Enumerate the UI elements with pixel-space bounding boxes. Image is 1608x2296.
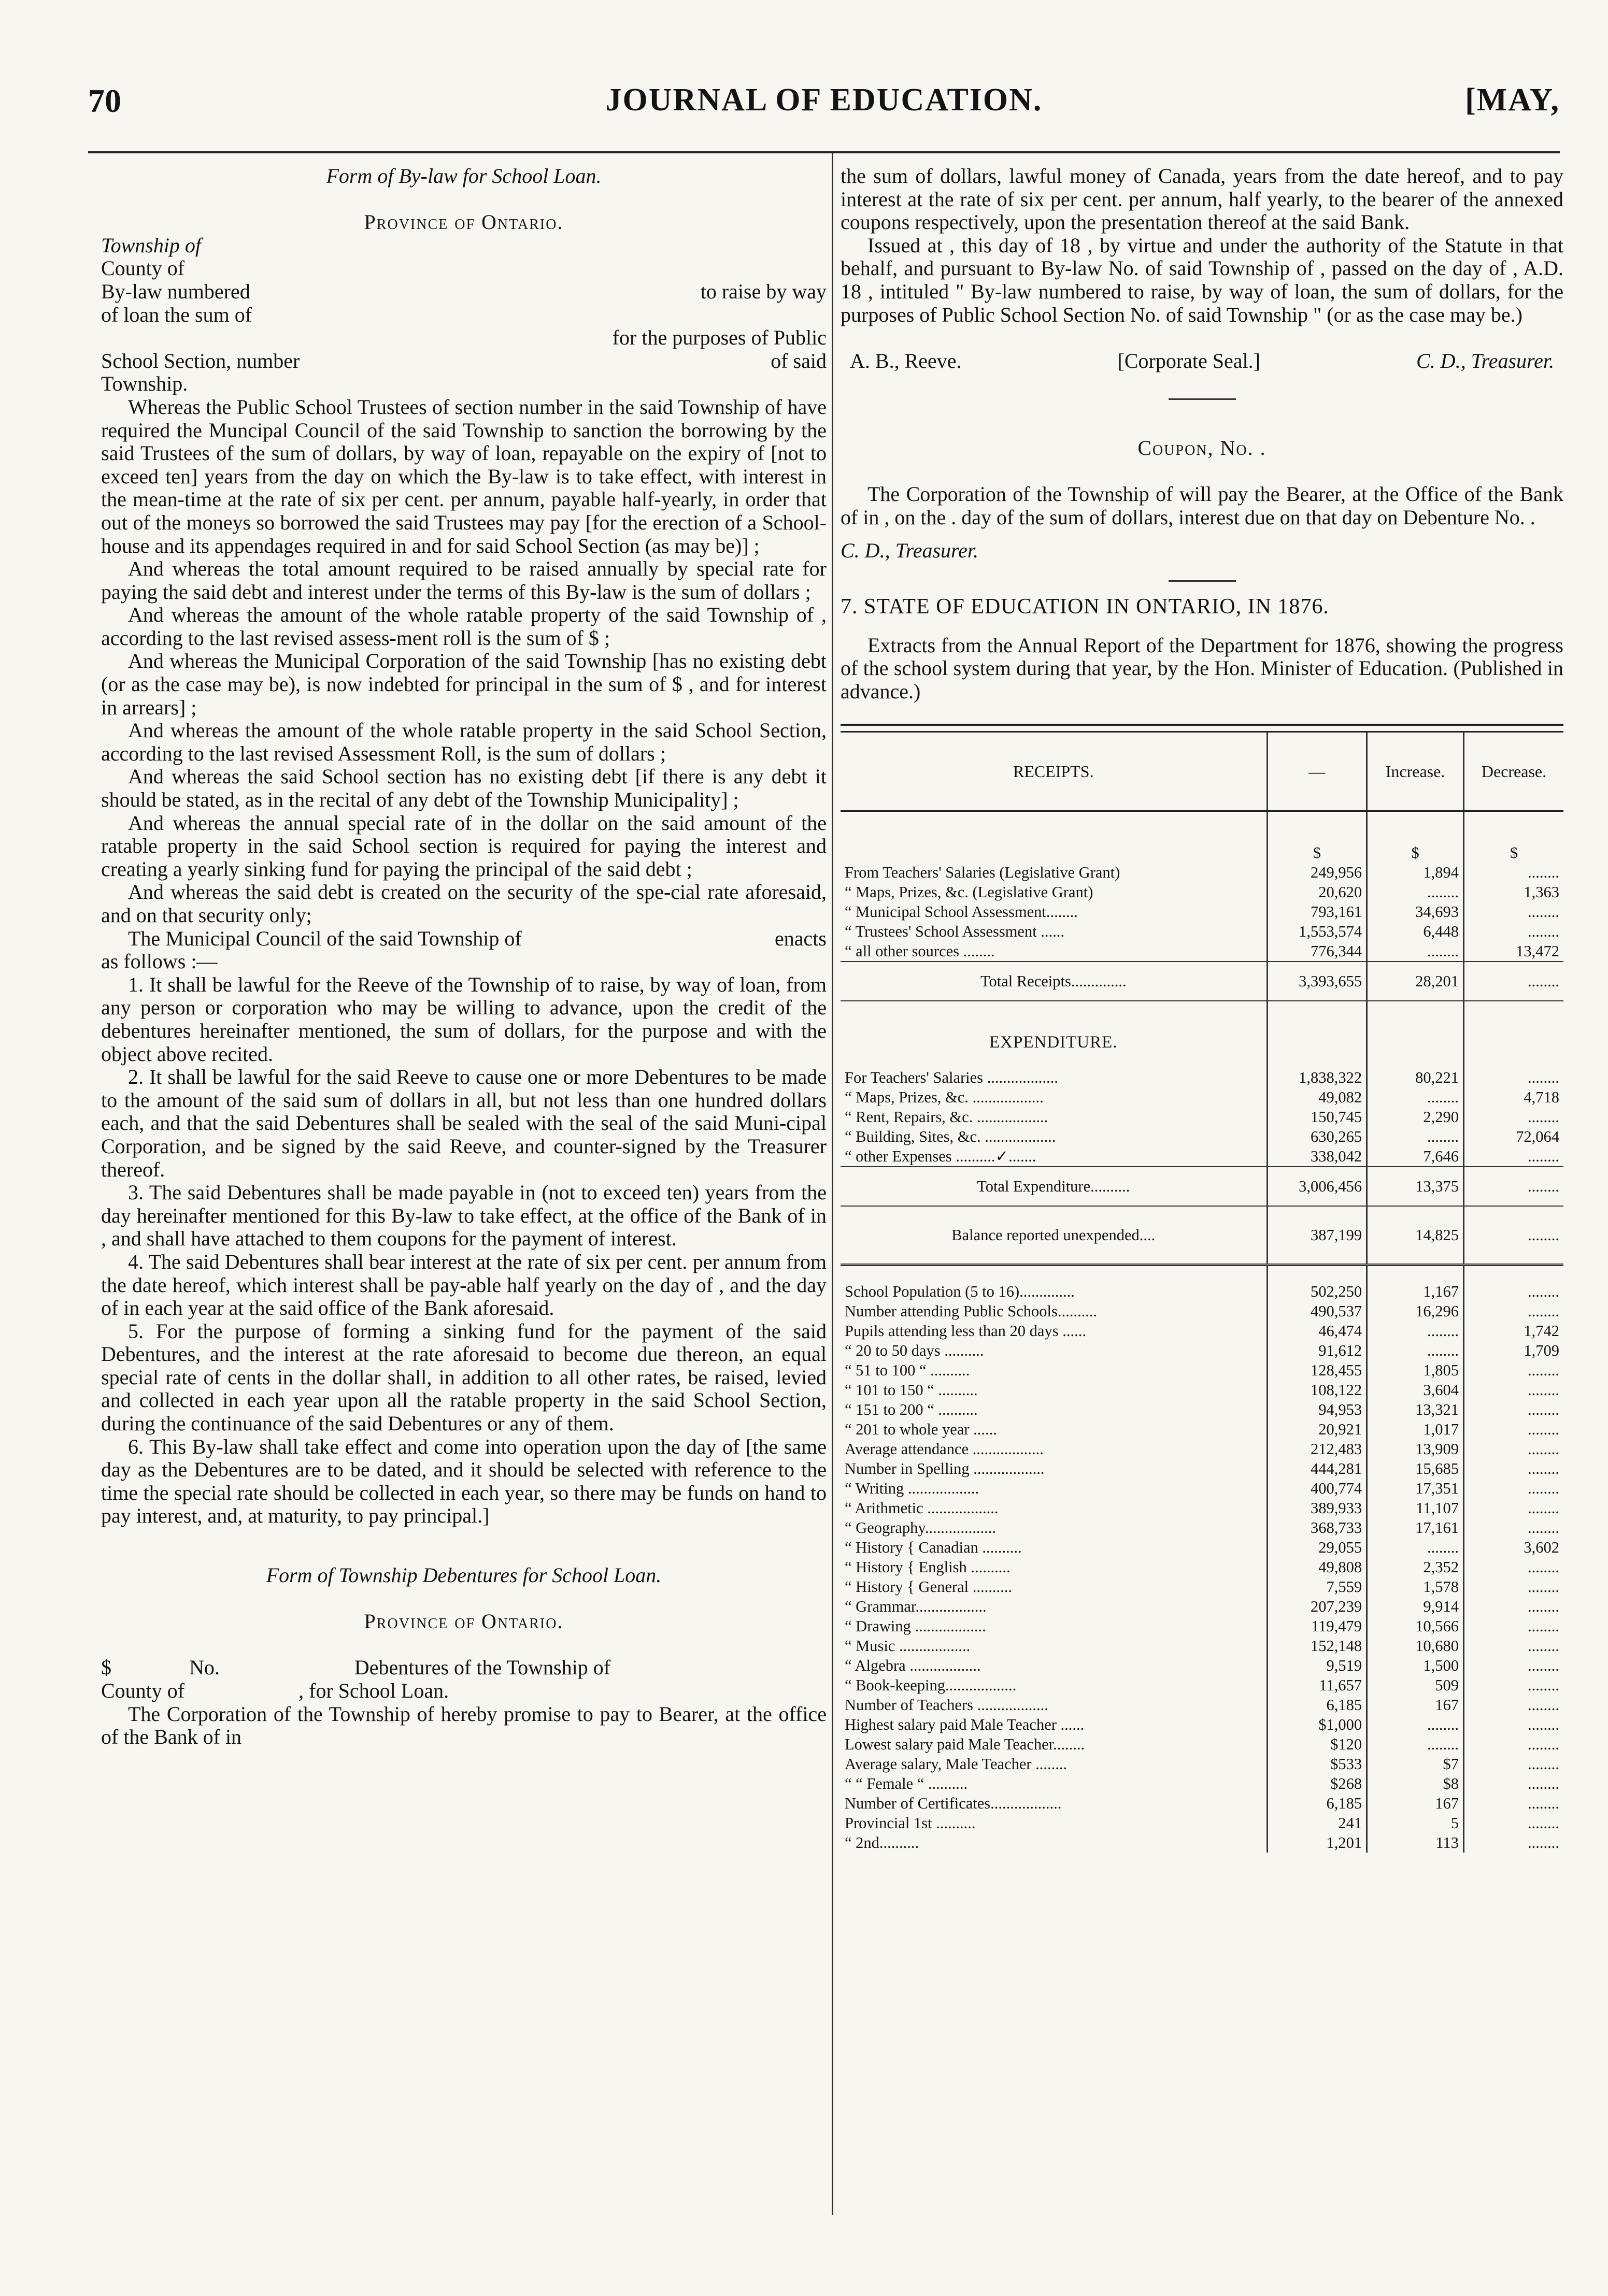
statistics-row <box>841 1341 1563 1360</box>
row-increase: 6,448 <box>1367 922 1464 941</box>
row-amount: 444,281 <box>1267 1459 1367 1479</box>
row-increase: 16,296 <box>1367 1301 1464 1321</box>
row-label: From Teachers' Salaries (Legislative Grant) <box>845 864 1120 882</box>
row-label: Number in Spelling .................. <box>845 1460 1045 1478</box>
row-decrease: ........ <box>1463 1813 1563 1833</box>
row-label: “ Maps, Prizes, &c. (Legislative Grant) <box>845 883 1093 901</box>
statistics-row <box>841 1833 1563 1853</box>
row-increase: ........ <box>1367 941 1464 962</box>
row-increase: 9,914 <box>1367 1597 1464 1616</box>
row-amount: 207,239 <box>1267 1597 1367 1616</box>
row-amount: 29,055 <box>1267 1538 1367 1557</box>
enacts-line <box>101 927 827 951</box>
row-label: “ all other sources ........ <box>845 942 995 960</box>
row-increase: 10,680 <box>1367 1636 1464 1656</box>
row-increase: ........ <box>1367 1715 1464 1734</box>
row-increase: ........ <box>1367 882 1464 902</box>
debenture-township: Debentures of the Township of <box>354 1656 611 1680</box>
school-section-label: School Section, number <box>101 349 300 372</box>
statistics-row <box>841 1636 1563 1656</box>
whereas-paragraph-4: And whereas the Municipal Corporation of the said Township [has no existing debt (or as the case may be), is now indebted for principal in the sum of $ , and for interest in arrears] ; <box>101 649 827 719</box>
row-label: For Teachers' Salaries .................. <box>845 1069 1058 1087</box>
receipt-row <box>841 922 1563 941</box>
debenture-paragraph: The Corporation of the Township of hereby promise to pay to Bearer, at the office of the Bank of in <box>101 1702 827 1749</box>
currency-amount: $ <box>1267 843 1367 863</box>
clause-4: 4. The said Debentures shall bear interest at the rate of six per cent. per annum from the date hereof, which interest shall be pay-able half yearly on the day of , and the day of in each year at the said office of the Bank aforesaid. <box>101 1250 827 1320</box>
row-amount: 1,553,574 <box>1267 922 1367 941</box>
row-decrease: ........ <box>1463 1167 1563 1206</box>
row-decrease: ........ <box>1463 1068 1563 1087</box>
row-decrease: ........ <box>1463 1518 1563 1538</box>
statistics-row <box>841 1577 1563 1597</box>
statistics-row <box>841 1616 1563 1636</box>
row-increase: 14,825 <box>1367 1206 1464 1265</box>
row-amount: 387,199 <box>1267 1206 1367 1265</box>
page-header <box>88 82 1560 123</box>
row-amount: 3,393,655 <box>1267 962 1367 1001</box>
row-increase: 1,894 <box>1367 863 1464 882</box>
row-increase: 7,646 <box>1367 1146 1464 1167</box>
clause-2: 2. It shall be lawful for the said Reeve to cause one or more Debentures to be made to the amount of the said sum of dollars in all, but not less than one hundred dollars each, and that the said Debentures shall be sealed with the seal of the said Muni-cipal Corporation, and be signed by the said Reeve, and counter-signed by the Treasurer thereof. <box>101 1065 827 1181</box>
school-section-line <box>101 350 827 373</box>
statistics-row <box>841 1695 1563 1715</box>
statistics-row <box>841 1734 1563 1754</box>
row-increase: 509 <box>1367 1675 1464 1695</box>
debenture-line <box>101 1656 827 1680</box>
form2-title: Form of Township Debentures for School Loan. <box>266 1563 662 1587</box>
row-decrease: ........ <box>1463 1146 1563 1167</box>
statistics-row <box>841 1656 1563 1675</box>
row-label: “ 151 to 200 “ .......... <box>845 1401 978 1419</box>
row-label: “ 20 to 50 days .......... <box>845 1342 984 1360</box>
row-decrease: ........ <box>1463 1301 1563 1321</box>
row-increase: ........ <box>1367 1538 1464 1557</box>
balance-row <box>841 1206 1563 1265</box>
row-label: Number attending Public Schools.......... <box>845 1302 1098 1321</box>
row-amount: 368,733 <box>1267 1518 1367 1538</box>
row-amount: 389,933 <box>1267 1498 1367 1518</box>
statistics-row <box>841 1282 1563 1301</box>
row-increase: 11,107 <box>1367 1498 1464 1518</box>
row-decrease: ........ <box>1463 1833 1563 1853</box>
statistics-row <box>841 1754 1563 1774</box>
row-increase: 17,161 <box>1367 1518 1464 1538</box>
row-increase: $7 <box>1367 1754 1464 1774</box>
row-increase: 167 <box>1367 1793 1464 1813</box>
row-decrease: ........ <box>1463 1695 1563 1715</box>
row-amount: 3,006,456 <box>1267 1167 1367 1206</box>
row-increase: ........ <box>1367 1087 1464 1107</box>
row-label: “ Rent, Repairs, &c. .................. <box>845 1108 1048 1126</box>
table-body <box>841 811 1563 1853</box>
row-label: “ History { English .......... <box>845 1558 1011 1576</box>
signature-line <box>841 350 1563 373</box>
debenture-county-purpose: , for School Loan. <box>298 1679 449 1702</box>
header-decrease: Decrease. <box>1463 732 1563 811</box>
statistics-row <box>841 1380 1563 1400</box>
debenture-no: No. <box>189 1656 220 1680</box>
header-increase: Increase. <box>1367 732 1464 811</box>
receipt-row <box>841 902 1563 922</box>
row-amount: 338,042 <box>1267 1146 1367 1167</box>
total-expenditure-row <box>841 1167 1563 1206</box>
row-amount: 6,185 <box>1267 1695 1367 1715</box>
row-increase: 2,290 <box>1367 1107 1464 1127</box>
row-decrease: ........ <box>1463 1206 1563 1265</box>
row-decrease: ........ <box>1463 922 1563 941</box>
row-increase: 13,375 <box>1367 1167 1464 1206</box>
row-amount: 1,838,322 <box>1267 1068 1367 1087</box>
row-amount: 630,265 <box>1267 1127 1367 1146</box>
whereas-paragraph-6: And whereas the said School section has no existing debt [if there is any debt it should be stated, as in the recital of any debt of the Township Municipality] ; <box>101 765 827 812</box>
row-increase: 3,604 <box>1367 1380 1464 1400</box>
row-label: “ other Expenses ..........✓....... <box>845 1147 1036 1166</box>
row-decrease: ........ <box>1463 1656 1563 1675</box>
row-amount: 49,082 <box>1267 1087 1367 1107</box>
clause-6: 6. This By-law shall take effect and come into operation upon the day of [the same day as the Debentures are to be dated, and it should be selected with reference to the time the special rate should be collected in each year, so there may be funds on hand to pay interest, and, at maturity, to pay principal.] <box>101 1434 827 1528</box>
right-column <box>841 165 1563 2219</box>
form1-title: Form of By-law for School Loan. <box>326 165 602 188</box>
whereas-paragraph-3: And whereas the amount of the whole ratable property of the said Township of , according to the last revised assess-ment roll is the sum of $ ; <box>101 603 827 650</box>
bylaw-label: By-law numbered <box>101 279 250 303</box>
row-label: Highest salary paid Male Teacher ...... <box>845 1716 1085 1734</box>
county-line: County of <box>101 256 185 280</box>
purposes-line: for the purposes of Public <box>612 326 827 350</box>
row-decrease: 4,718 <box>1463 1087 1563 1107</box>
row-label: “ Writing .................. <box>845 1480 979 1498</box>
row-increase: 1,167 <box>1367 1282 1464 1301</box>
expenditure-heading-row <box>841 1032 1563 1052</box>
school-section-said: of said <box>771 349 827 372</box>
row-increase: 15,685 <box>1367 1459 1464 1479</box>
statistics-row <box>841 1400 1563 1419</box>
currency-decrease: $ <box>1463 843 1563 863</box>
row-decrease: ........ <box>1463 1400 1563 1419</box>
row-amount: 49,808 <box>1267 1557 1367 1577</box>
row-decrease: ........ <box>1463 1616 1563 1636</box>
row-label: “ Book-keeping.................. <box>845 1676 1017 1695</box>
row-amount: 152,148 <box>1267 1636 1367 1656</box>
whereas-paragraph-8: And whereas the said debt is created on the security of the spe-cial rate aforesaid, and on that security only; <box>101 880 827 927</box>
row-decrease: ........ <box>1463 1360 1563 1380</box>
short-divider-2 <box>1169 580 1236 582</box>
whereas-paragraph-1: Whereas the Public School Trustees of section number in the said Township of have required the Muncipal Council of the said Township to sanction the borrowing by the said Trustees of the sum of dollars, by way of loan, repayable on the expiry of [not to exceed ten] years from the day on which the By-law is to take effect, with interest in the mean-time at the rate of six per cent. per annum, payable half-yearly, in order that out of the moneys so borrowed the said Trustees may pay [for the erection of a School-house and its appendages required in and for said School Section (as may be)] ; <box>101 395 827 557</box>
row-amount: 20,921 <box>1267 1419 1367 1439</box>
row-increase: 13,321 <box>1367 1400 1464 1419</box>
header-amount: — <box>1267 732 1367 811</box>
clause-3: 3. The said Debentures shall be made payable in (not to exceed ten) years from the day hereinafter mentioned for this By-law to take effect, at the office of the Bank of in , and shall have attached to them coupons for the payment of interest. <box>101 1181 827 1251</box>
row-increase: ........ <box>1367 1127 1464 1146</box>
short-divider <box>1169 398 1236 400</box>
corporate-seal: [Corporate Seal.] <box>1117 349 1260 372</box>
receipt-row <box>841 941 1563 962</box>
row-decrease: ........ <box>1463 1597 1563 1616</box>
row-increase: 1,578 <box>1367 1577 1464 1597</box>
statistics-row <box>841 1439 1563 1459</box>
debenture-dollar: $ <box>101 1656 111 1680</box>
row-decrease: ........ <box>1463 1734 1563 1754</box>
row-amount: 11,657 <box>1267 1675 1367 1695</box>
statistics-row <box>841 1597 1563 1616</box>
row-increase: 1,805 <box>1367 1360 1464 1380</box>
row-label: Total Expenditure.......... <box>841 1167 1267 1206</box>
row-amount: 119,479 <box>1267 1616 1367 1636</box>
row-decrease: ........ <box>1463 1715 1563 1734</box>
row-increase: 34,693 <box>1367 902 1464 922</box>
row-label: Number of Teachers .................. <box>845 1696 1048 1714</box>
expenditure-row <box>841 1146 1563 1167</box>
row-decrease: 1,363 <box>1463 882 1563 902</box>
row-label: “ History { General .......... <box>845 1578 1012 1596</box>
continuation-paragraph: the sum of dollars, lawful money of Canada, years from the date hereof, and to pay interest at the rate of six per cent. per annum, half yearly, to the bearer of the annexed coupons respectively, upon the presentation thereof at the said Bank. <box>841 165 1563 234</box>
row-amount: 20,620 <box>1267 882 1367 902</box>
row-amount: $533 <box>1267 1754 1367 1774</box>
row-increase: 2,352 <box>1367 1557 1464 1577</box>
row-label: “ “ Female “ .......... <box>845 1775 968 1793</box>
bylaw-line <box>101 280 827 304</box>
whereas-paragraph-2: And whereas the total amount required to be raised annually by special rate for paying the said debt and interest under the terms of this By-law is the sum of dollars ; <box>101 557 827 604</box>
statistics-row <box>841 1360 1563 1380</box>
column-divider <box>832 153 833 2215</box>
row-decrease: ........ <box>1463 863 1563 882</box>
row-decrease: ........ <box>1463 902 1563 922</box>
row-label: Average attendance .................. <box>845 1440 1044 1458</box>
statistics-row <box>841 1774 1563 1793</box>
statistics-row <box>841 1301 1563 1321</box>
currency-row <box>841 843 1563 863</box>
loan-sum-line: of loan the sum of <box>101 303 252 326</box>
row-decrease: ........ <box>1463 1774 1563 1793</box>
row-decrease: ........ <box>1463 962 1563 1001</box>
row-label: “ Building, Sites, &c. .................. <box>845 1128 1056 1146</box>
row-amount: $268 <box>1267 1774 1367 1793</box>
row-amount: 1,201 <box>1267 1833 1367 1853</box>
row-increase: 113 <box>1367 1833 1464 1853</box>
statistics-row <box>841 1793 1563 1813</box>
statistics-row <box>841 1419 1563 1439</box>
statistics-row <box>841 1321 1563 1341</box>
township-line: Township of <box>101 233 202 257</box>
row-label: School Population (5 to 16).............. <box>845 1283 1075 1301</box>
row-amount: 6,185 <box>1267 1793 1367 1813</box>
row-amount: 776,344 <box>1267 941 1367 962</box>
row-label: “ 51 to 100 “ .......... <box>845 1361 970 1380</box>
row-decrease: ........ <box>1463 1498 1563 1518</box>
left-column <box>101 165 827 2219</box>
row-amount: 46,474 <box>1267 1321 1367 1341</box>
row-amount: 9,519 <box>1267 1656 1367 1675</box>
row-label: “ 201 to whole year ...... <box>845 1420 997 1439</box>
row-increase: ........ <box>1367 1321 1464 1341</box>
enacts-label: The Municipal Council of the said Township of <box>128 926 522 950</box>
row-decrease: ........ <box>1463 1577 1563 1597</box>
row-decrease: ........ <box>1463 1793 1563 1813</box>
row-decrease: ........ <box>1463 1459 1563 1479</box>
row-amount: 91,612 <box>1267 1341 1367 1360</box>
row-label: “ Grammar.................. <box>845 1598 987 1616</box>
bylaw-purpose: to raise by way <box>700 279 827 303</box>
expenditure-row <box>841 1068 1563 1087</box>
as-follows-line: as follows :— <box>101 950 218 973</box>
expenditure-heading: EXPENDITURE. <box>989 1033 1118 1052</box>
row-increase: 80,221 <box>1367 1068 1464 1087</box>
section-heading: 7. STATE OF EDUCATION IN ONTARIO, IN 1876. <box>841 594 1329 619</box>
statistics-row <box>841 1498 1563 1518</box>
row-increase: 28,201 <box>1367 962 1464 1001</box>
whereas-paragraph-5: And whereas the amount of the whole ratable property in the said School Section, according to the last revised Assessment Roll, is the sum of dollars ; <box>101 719 827 765</box>
row-increase: ........ <box>1367 1734 1464 1754</box>
row-decrease: ........ <box>1463 1675 1563 1695</box>
row-label: Balance reported unexpended.... <box>841 1206 1267 1265</box>
row-decrease: 13,472 <box>1463 941 1563 962</box>
debenture-county-label: County of <box>101 1679 185 1702</box>
row-label: Lowest salary paid Male Teacher........ <box>845 1735 1085 1754</box>
row-label: Average salary, Male Teacher ........ <box>845 1755 1068 1773</box>
journal-title: JOURNAL OF EDUCATION. <box>605 82 1043 118</box>
coupon-title: Coupon, No. . <box>1137 436 1267 460</box>
row-amount: $1,000 <box>1267 1715 1367 1734</box>
row-label: “ Arithmetic .................. <box>845 1499 999 1517</box>
statistics-row <box>841 1557 1563 1577</box>
row-amount: 94,953 <box>1267 1400 1367 1419</box>
expenditure-row <box>841 1087 1563 1107</box>
statistics-row <box>841 1518 1563 1538</box>
treasurer-signature: C. D., Treasurer. <box>1416 349 1554 372</box>
row-amount: 7,559 <box>1267 1577 1367 1597</box>
expenditure-row <box>841 1127 1563 1146</box>
row-increase: 13,909 <box>1367 1439 1464 1459</box>
row-increase: 10,566 <box>1367 1616 1464 1636</box>
row-label: “ Algebra .................. <box>845 1657 981 1675</box>
row-decrease: ........ <box>1463 1439 1563 1459</box>
header-receipts: RECEIPTS. <box>841 732 1267 811</box>
row-amount: 128,455 <box>1267 1360 1367 1380</box>
row-amount: 490,537 <box>1267 1301 1367 1321</box>
whereas-paragraph-7: And whereas the annual special rate of in the dollar on the said amount of the ratable property in the said School section is required for paying the interest and creating a yearly sinking fund for paying the principal of the said debt ; <box>101 811 827 881</box>
row-increase: 17,351 <box>1367 1479 1464 1498</box>
statistics-row <box>841 1479 1563 1498</box>
row-increase: 5 <box>1367 1813 1464 1833</box>
row-amount: 793,161 <box>1267 902 1367 922</box>
statistics-row <box>841 1675 1563 1695</box>
row-amount: 249,956 <box>1267 863 1367 882</box>
page-number: 70 <box>88 82 121 119</box>
row-amount: 108,122 <box>1267 1380 1367 1400</box>
statistics-row <box>841 1459 1563 1479</box>
statistics-row <box>841 1538 1563 1557</box>
row-increase: ........ <box>1367 1341 1464 1360</box>
row-label: “ History { Canadian .......... <box>845 1539 1022 1557</box>
row-decrease: ........ <box>1463 1557 1563 1577</box>
receipt-row <box>841 882 1563 902</box>
row-label: Pupils attending less than 20 days ...... <box>845 1322 1086 1340</box>
row-decrease: 1,742 <box>1463 1321 1563 1341</box>
row-amount: 400,774 <box>1267 1479 1367 1498</box>
expenditure-row <box>841 1107 1563 1127</box>
row-amount: 502,250 <box>1267 1282 1367 1301</box>
row-amount: 150,745 <box>1267 1107 1367 1127</box>
table-header-row <box>841 732 1563 811</box>
row-decrease: ........ <box>1463 1754 1563 1774</box>
total-receipts-row <box>841 962 1563 1001</box>
reeve-signature: A. B., Reeve. <box>850 349 962 372</box>
row-decrease: ........ <box>1463 1380 1563 1400</box>
row-label: “ 2nd.......... <box>845 1834 919 1852</box>
issued-paragraph: Issued at , this day of 18 , by virtue and under the authority of the Statute in that behalf, and pursuant to By-law No. of said Township of , passed on the day of , A.D. 18 , intituled " By-law numbered to raise, by way of loan, the sum of dollars, for the purposes of Public School Section No. of said Township " (or as the case may be.) <box>841 233 1563 326</box>
row-amount: 212,483 <box>1267 1439 1367 1459</box>
currency-increase: $ <box>1367 843 1464 863</box>
row-label: Provincial 1st .......... <box>845 1814 976 1832</box>
receipt-row <box>841 863 1563 882</box>
row-increase: $8 <box>1367 1774 1464 1793</box>
row-label: “ Trustees' School Assessment ...... <box>845 923 1065 941</box>
row-amount: $120 <box>1267 1734 1367 1754</box>
row-amount: 241 <box>1267 1813 1367 1833</box>
coupon-treasurer-signature: C. D., Treasurer. <box>841 539 978 563</box>
row-label: Total Receipts.............. <box>841 962 1267 1001</box>
row-label: “ Music .................. <box>845 1637 971 1655</box>
row-decrease: 3,602 <box>1463 1538 1563 1557</box>
row-label: “ Drawing .................. <box>845 1617 986 1635</box>
row-decrease: ........ <box>1463 1636 1563 1656</box>
coupon-paragraph: The Corporation of the Township of will pay the Bearer, at the Office of the Bank of in , on the . day of the sum of dollars, interest due on that day on Debenture No. . <box>841 482 1563 529</box>
row-increase: 167 <box>1367 1695 1464 1715</box>
row-label: “ 101 to 150 “ .......... <box>845 1381 978 1399</box>
row-decrease: ........ <box>1463 1479 1563 1498</box>
statistics-row <box>841 1715 1563 1734</box>
row-label: “ Maps, Prizes, &c. .................. <box>845 1088 1044 1107</box>
row-decrease: ........ <box>1463 1282 1563 1301</box>
province-heading-2: Province of Ontario. <box>364 1610 564 1633</box>
row-decrease: 1,709 <box>1463 1341 1563 1360</box>
row-increase: 1,017 <box>1367 1419 1464 1439</box>
row-label: “ Geography.................. <box>845 1519 996 1537</box>
row-increase: 1,500 <box>1367 1656 1464 1675</box>
row-label: “ Municipal School Assessment........ <box>845 903 1078 921</box>
issue-month: [MAY, <box>1465 82 1560 118</box>
township-end-line: Township. <box>101 372 188 396</box>
statistics-row <box>841 1813 1563 1833</box>
enacts-word: enacts <box>775 926 827 950</box>
row-decrease: ........ <box>1463 1107 1563 1127</box>
extracts-paragraph: Extracts from the Annual Report of the Department for 1876, showing the progress of the school system during that year, by the Hon. Minister of Education. (Published in advance.) <box>841 633 1563 703</box>
province-heading: Province of Ontario. <box>364 210 564 234</box>
row-decrease: 72,064 <box>1463 1127 1563 1146</box>
row-label: Number of Certificates.................. <box>845 1795 1062 1813</box>
debenture-county-line <box>101 1680 827 1703</box>
clause-5: 5. For the purpose of forming a sinking fund for the payment of the said Debentures, and the interest at the rate aforesaid to become due thereon, an equal special rate of cents in the dollar shall, in addition to all other rates, be raised, levied and collected in each year upon all the ratable property in the said School Section, during the continuance of the said Debentures or any of them. <box>101 1319 827 1436</box>
education-statistics-table <box>841 724 1563 1853</box>
header-rule <box>88 151 1560 153</box>
clause-1: 1. It shall be lawful for the Reeve of the Township of to raise, by way of loan, from any person or corporation who may be willing to advance, upon the credit of the debentures hereinafter mentioned, the sum of dollars, for the purpose and with the object above recited. <box>101 972 827 1066</box>
row-decrease: ........ <box>1463 1419 1563 1439</box>
